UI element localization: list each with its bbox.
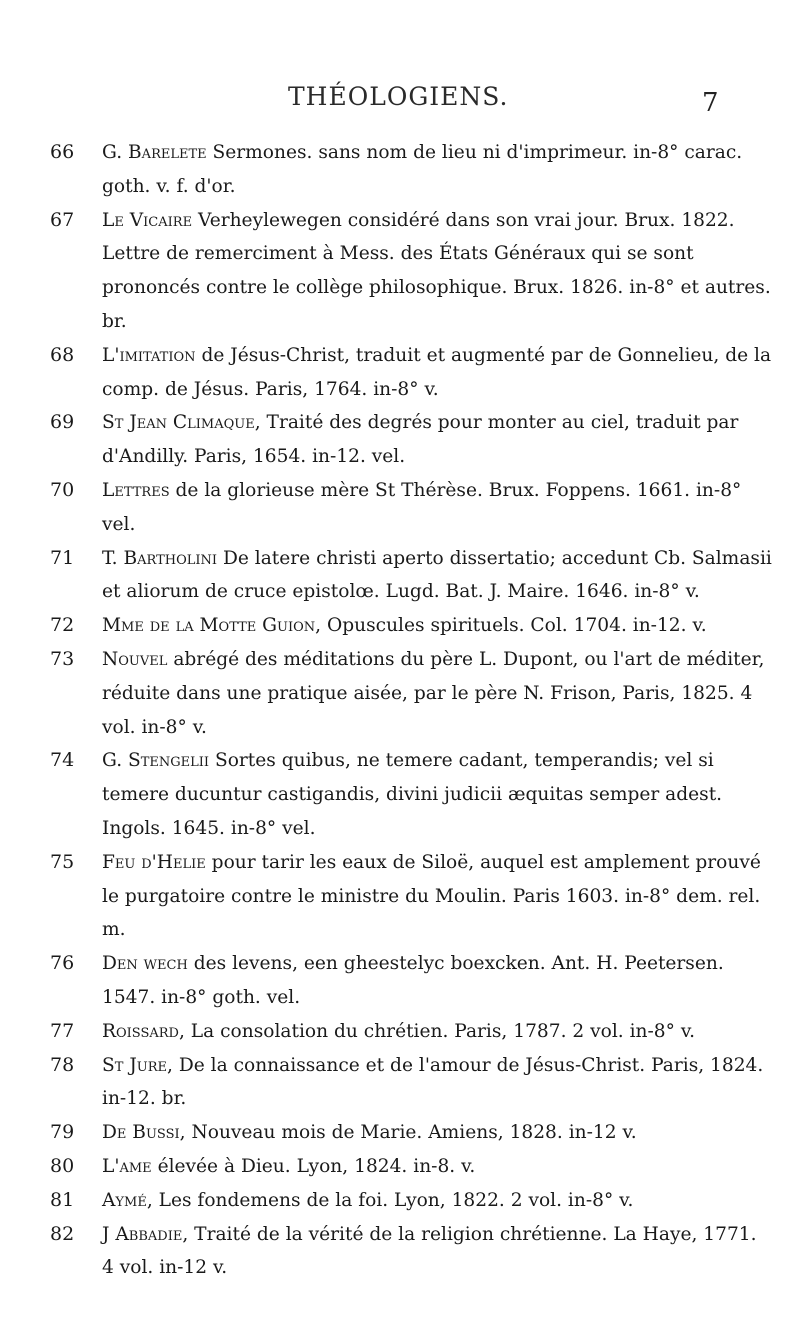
entry-number: 73 <box>50 647 75 670</box>
entry-text: élevée à Dieu. Lyon, 1824. in-8. v. <box>151 1155 476 1177</box>
entry-text: , Les fondemens de la foi. Lyon, 1822. 2 vol. in-8° v. <box>146 1189 634 1211</box>
page-number: 7 <box>702 88 719 118</box>
catalogue-entry <box>50 136 772 204</box>
catalogue-entry <box>50 1049 772 1117</box>
catalogue-entry <box>50 339 772 407</box>
entry-text: , Nouveau mois de Marie. Amiens, 1828. in-12 v. <box>179 1122 637 1144</box>
entry-number: 68 <box>50 343 75 366</box>
entry-heading: Lettres <box>102 479 170 501</box>
entry-number: 78 <box>50 1053 75 1076</box>
entry-number: 67 <box>50 208 75 231</box>
entry-number: 81 <box>50 1188 75 1211</box>
entry-heading: Nouvel <box>102 648 168 670</box>
entry-number: 69 <box>50 411 75 434</box>
entry-heading: Den wech <box>102 953 188 975</box>
entry-text: pour tarir les eaux de Siloë, auquel est amplement prouvé le purgatoire contre le ministre du Moulin. Paris 1603. in-8° dem. rel. m. <box>102 851 761 941</box>
entry-heading: St Jean Climaque <box>102 412 255 434</box>
entry-number: 66 <box>50 141 75 163</box>
catalogue-entry <box>50 406 772 474</box>
catalogue-entry <box>50 1015 772 1049</box>
entry-heading: L'imitation <box>102 344 196 366</box>
entry-number: 77 <box>50 1019 75 1042</box>
catalogue-entry <box>50 1116 772 1150</box>
catalogue-entry <box>50 1218 772 1286</box>
entry-text: de Jésus-Christ, traduit et augmenté par de Gonnelieu, de la comp. de Jésus. Paris, 1764. in-8° v. <box>102 344 772 400</box>
entry-text: de la glorieuse mère St Thérèse. Brux. Foppens. 1661. in-8° vel. <box>102 479 742 535</box>
entry-heading: Le Vicaire <box>102 209 193 231</box>
catalogue-entry <box>50 744 772 845</box>
entry-text: , Traité des degrés pour monter au ciel, traduit par d'Andilly. Paris, 1654. in-12. vel. <box>102 412 739 468</box>
entry-text: des levens, een gheestelyc boexcken. Ant. H. Peetersen. 1547. in-8° goth. vel. <box>102 953 724 1008</box>
catalogue-entry <box>50 542 772 610</box>
entry-text: Sermones. sans nom de lieu ni d'imprimeur. in-8° carac. goth. v. f. d'or. <box>102 142 743 197</box>
entry-heading: Mme de la Motte Guion <box>102 615 316 637</box>
entry-list <box>50 136 772 1285</box>
entry-heading: T. Bartholini <box>102 547 218 569</box>
entry-heading: G. Barelete <box>102 142 207 163</box>
entry-heading: G. Stengelii <box>102 750 210 772</box>
entry-heading: St Jure <box>102 1054 168 1076</box>
entry-text: abrégé des méditations du père L. Dupont, ou l'art de méditer, réduite dans une pratique aisée, par le père N. Frison, Paris, 1825. 4 vol. in-8° v. <box>102 648 765 738</box>
catalogue-entry <box>50 1150 772 1184</box>
entry-text: , De la connaissance et de l'amour de Jésus-Christ. Paris, 1824. in-12. br. <box>102 1054 764 1110</box>
entry-number: 82 <box>50 1222 75 1245</box>
catalogue-entry <box>50 947 772 1015</box>
entry-heading: De Bussi <box>102 1122 180 1144</box>
catalogue-entry <box>50 643 772 744</box>
entry-number: 75 <box>50 850 75 873</box>
entry-heading: Aymé <box>102 1189 147 1211</box>
entry-number: 74 <box>50 749 75 772</box>
entry-heading: L'ame <box>102 1155 152 1177</box>
entry-number: 79 <box>50 1121 75 1144</box>
catalogue-entry <box>50 1184 772 1218</box>
entry-number: 72 <box>50 614 75 637</box>
entry-number: 71 <box>50 546 75 569</box>
entry-number: 80 <box>50 1154 75 1177</box>
catalogue-entry <box>50 474 772 542</box>
entry-text: Verheylewegen considéré dans son vrai jour. Brux. 1822. Lettre de remerciment à Mess. des États Généraux qui se sont prononcés contre le collège philosophique. Brux. 1826. in-8° et autres. br. <box>102 209 771 332</box>
entry-number: 70 <box>50 478 75 501</box>
catalogue-entry <box>50 846 772 947</box>
entry-text: , La consolation du chrétien. Paris, 1787. 2 vol. in-8° v. <box>178 1020 696 1042</box>
entry-number: 76 <box>50 952 75 975</box>
entry-text: Sortes quibus, ne temere cadant, temperandis; vel si temere ducuntur castigandis, divini judicii æquitas semper adest. Ingols. 1645. in-8° vel. <box>102 750 723 839</box>
entry-heading: Feu d'Helie <box>102 851 206 873</box>
running-title: THÉOLOGIENS. <box>288 82 509 111</box>
entry-heading: Roissard <box>102 1020 179 1042</box>
catalogue-entry <box>50 609 772 643</box>
catalogue-entry <box>50 204 772 339</box>
running-head <box>0 82 800 116</box>
entry-text: , Opuscules spirituels. Col. 1704. in-12. v. <box>315 615 707 637</box>
entry-text: , Traité de la vérité de la religion chrétienne. La Haye, 1771. 4 vol. in-12 v. <box>102 1223 757 1279</box>
entry-text: De latere christi aperto dissertatio; accedunt Cb. Salmasii et aliorum de cruce epistolœ. Lugd. Bat. J. Maire. 1646. in-8° v. <box>102 547 772 603</box>
entry-heading: J Abbadie <box>102 1223 183 1245</box>
